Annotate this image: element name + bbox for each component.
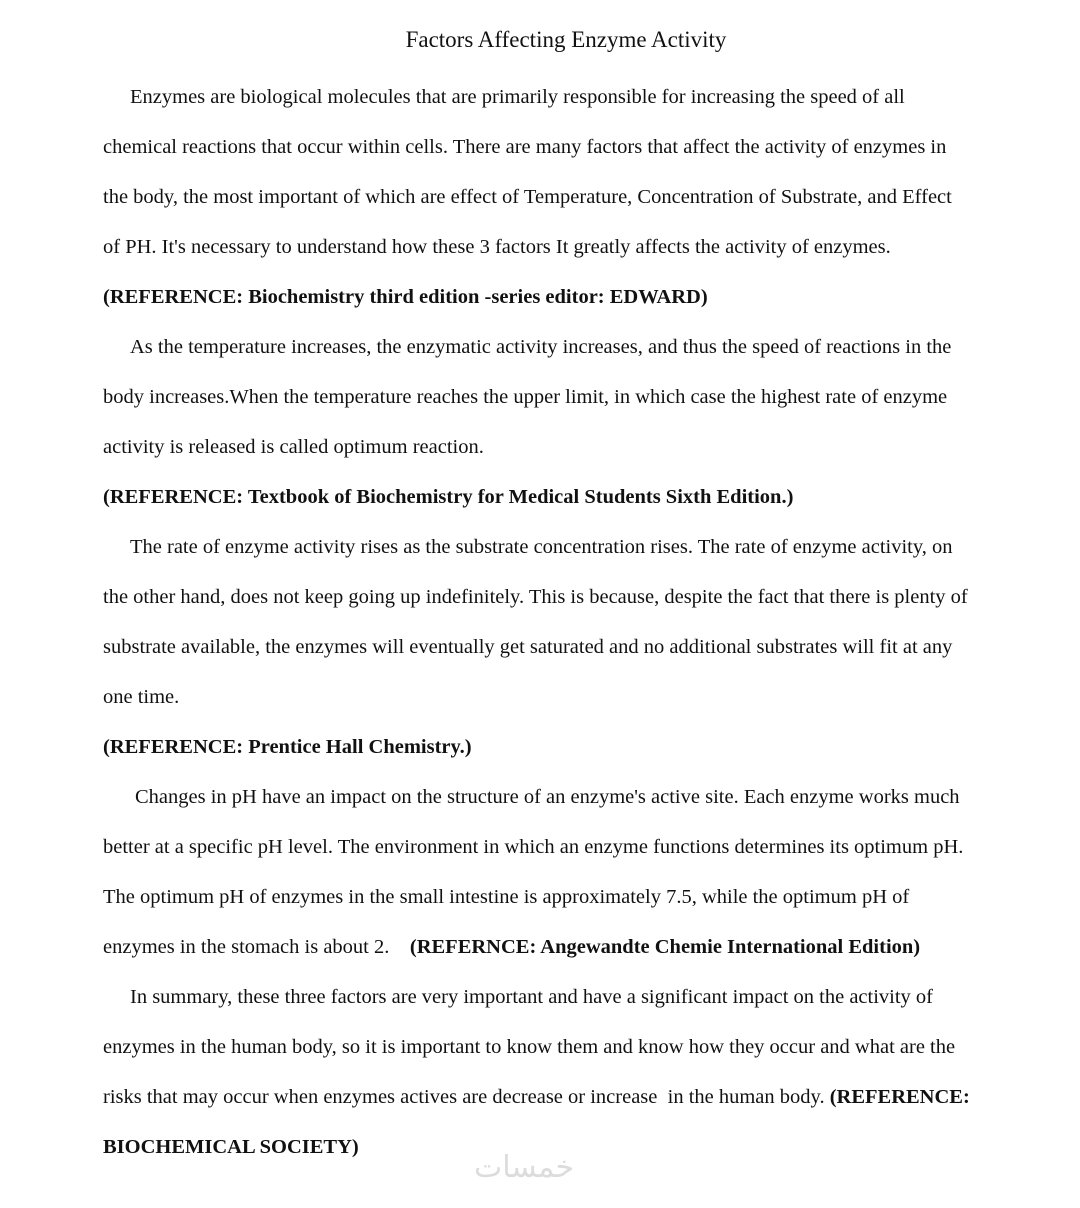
paragraph-line: In summary, these three factors are very important and have a significant impact on the activity of (130, 986, 934, 1008)
reference: (REFERENCE: Textbook of Biochemistry for Medical Students Sixth Edition.) (103, 486, 794, 508)
paragraph-line: body increases.When the temperature reaches the upper limit, in which case the highest rate of enzyme (103, 386, 948, 408)
paragraph-line: chemical reactions that occur within cells. There are many factors that affect the activity of enzymes in (103, 136, 947, 158)
paragraph-line: The rate of enzyme activity rises as the substrate concentration rises. The rate of enzyme activity, on (130, 536, 953, 558)
paragraph-line: one time. (103, 686, 180, 708)
paragraph-line: substrate available, the enzymes will eventually get saturated and no additional substrates will fit at any (103, 636, 953, 658)
reference: (REFERENCE: (829, 1086, 970, 1108)
paragraph-line: of PH. It's necessary to understand how these 3 factors It greatly affects the activity of enzymes. (103, 236, 891, 258)
paragraph-line: the body, the most important of which are effect of Temperature, Concentration of Substrate, and Effect (103, 186, 952, 208)
paragraph-line: enzymes in the human body, so it is important to know them and know how they occur and what are the (103, 1036, 956, 1058)
paragraph-line: enzymes in the stomach is about 2. (103, 936, 410, 958)
document-body (103, 72, 1063, 1172)
paragraph-line: the other hand, does not keep going up indefinitely. This is because, despite the fact that there is plenty of (103, 586, 968, 608)
paragraph-line: Changes in pH have an impact on the structure of an enzyme's active site. Each enzyme works much (135, 786, 960, 808)
paragraph-line: activity is released is called optimum reaction. (103, 436, 484, 458)
paragraph-line: risks that may occur when enzymes actives are decrease or increase in the human body. (103, 1086, 830, 1108)
watermark-logo: خمسات (474, 1150, 575, 1185)
reference: BIOCHEMICAL SOCIETY) (103, 1136, 359, 1158)
paragraph-line: better at a specific pH level. The environment in which an enzyme functions determines its optimum pH. (103, 836, 964, 858)
paragraph-line: Enzymes are biological molecules that are primarily responsible for increasing the speed of all (130, 86, 905, 108)
reference: (REFERNCE: Angewandte Chemie International Edition) (409, 936, 921, 958)
reference: (REFERENCE: Biochemistry third edition -series editor: EDWARD) (103, 286, 708, 308)
paragraph-line: The optimum pH of enzymes in the small intestine is approximately 7.5, while the optimum pH of (103, 886, 910, 908)
reference: (REFERENCE: Prentice Hall Chemistry.) (103, 736, 472, 758)
document-title: Factors Affecting Enzyme Activity (405, 27, 727, 52)
paragraph-line: As the temperature increases, the enzymatic activity increases, and thus the speed of reactions in the (130, 336, 952, 358)
